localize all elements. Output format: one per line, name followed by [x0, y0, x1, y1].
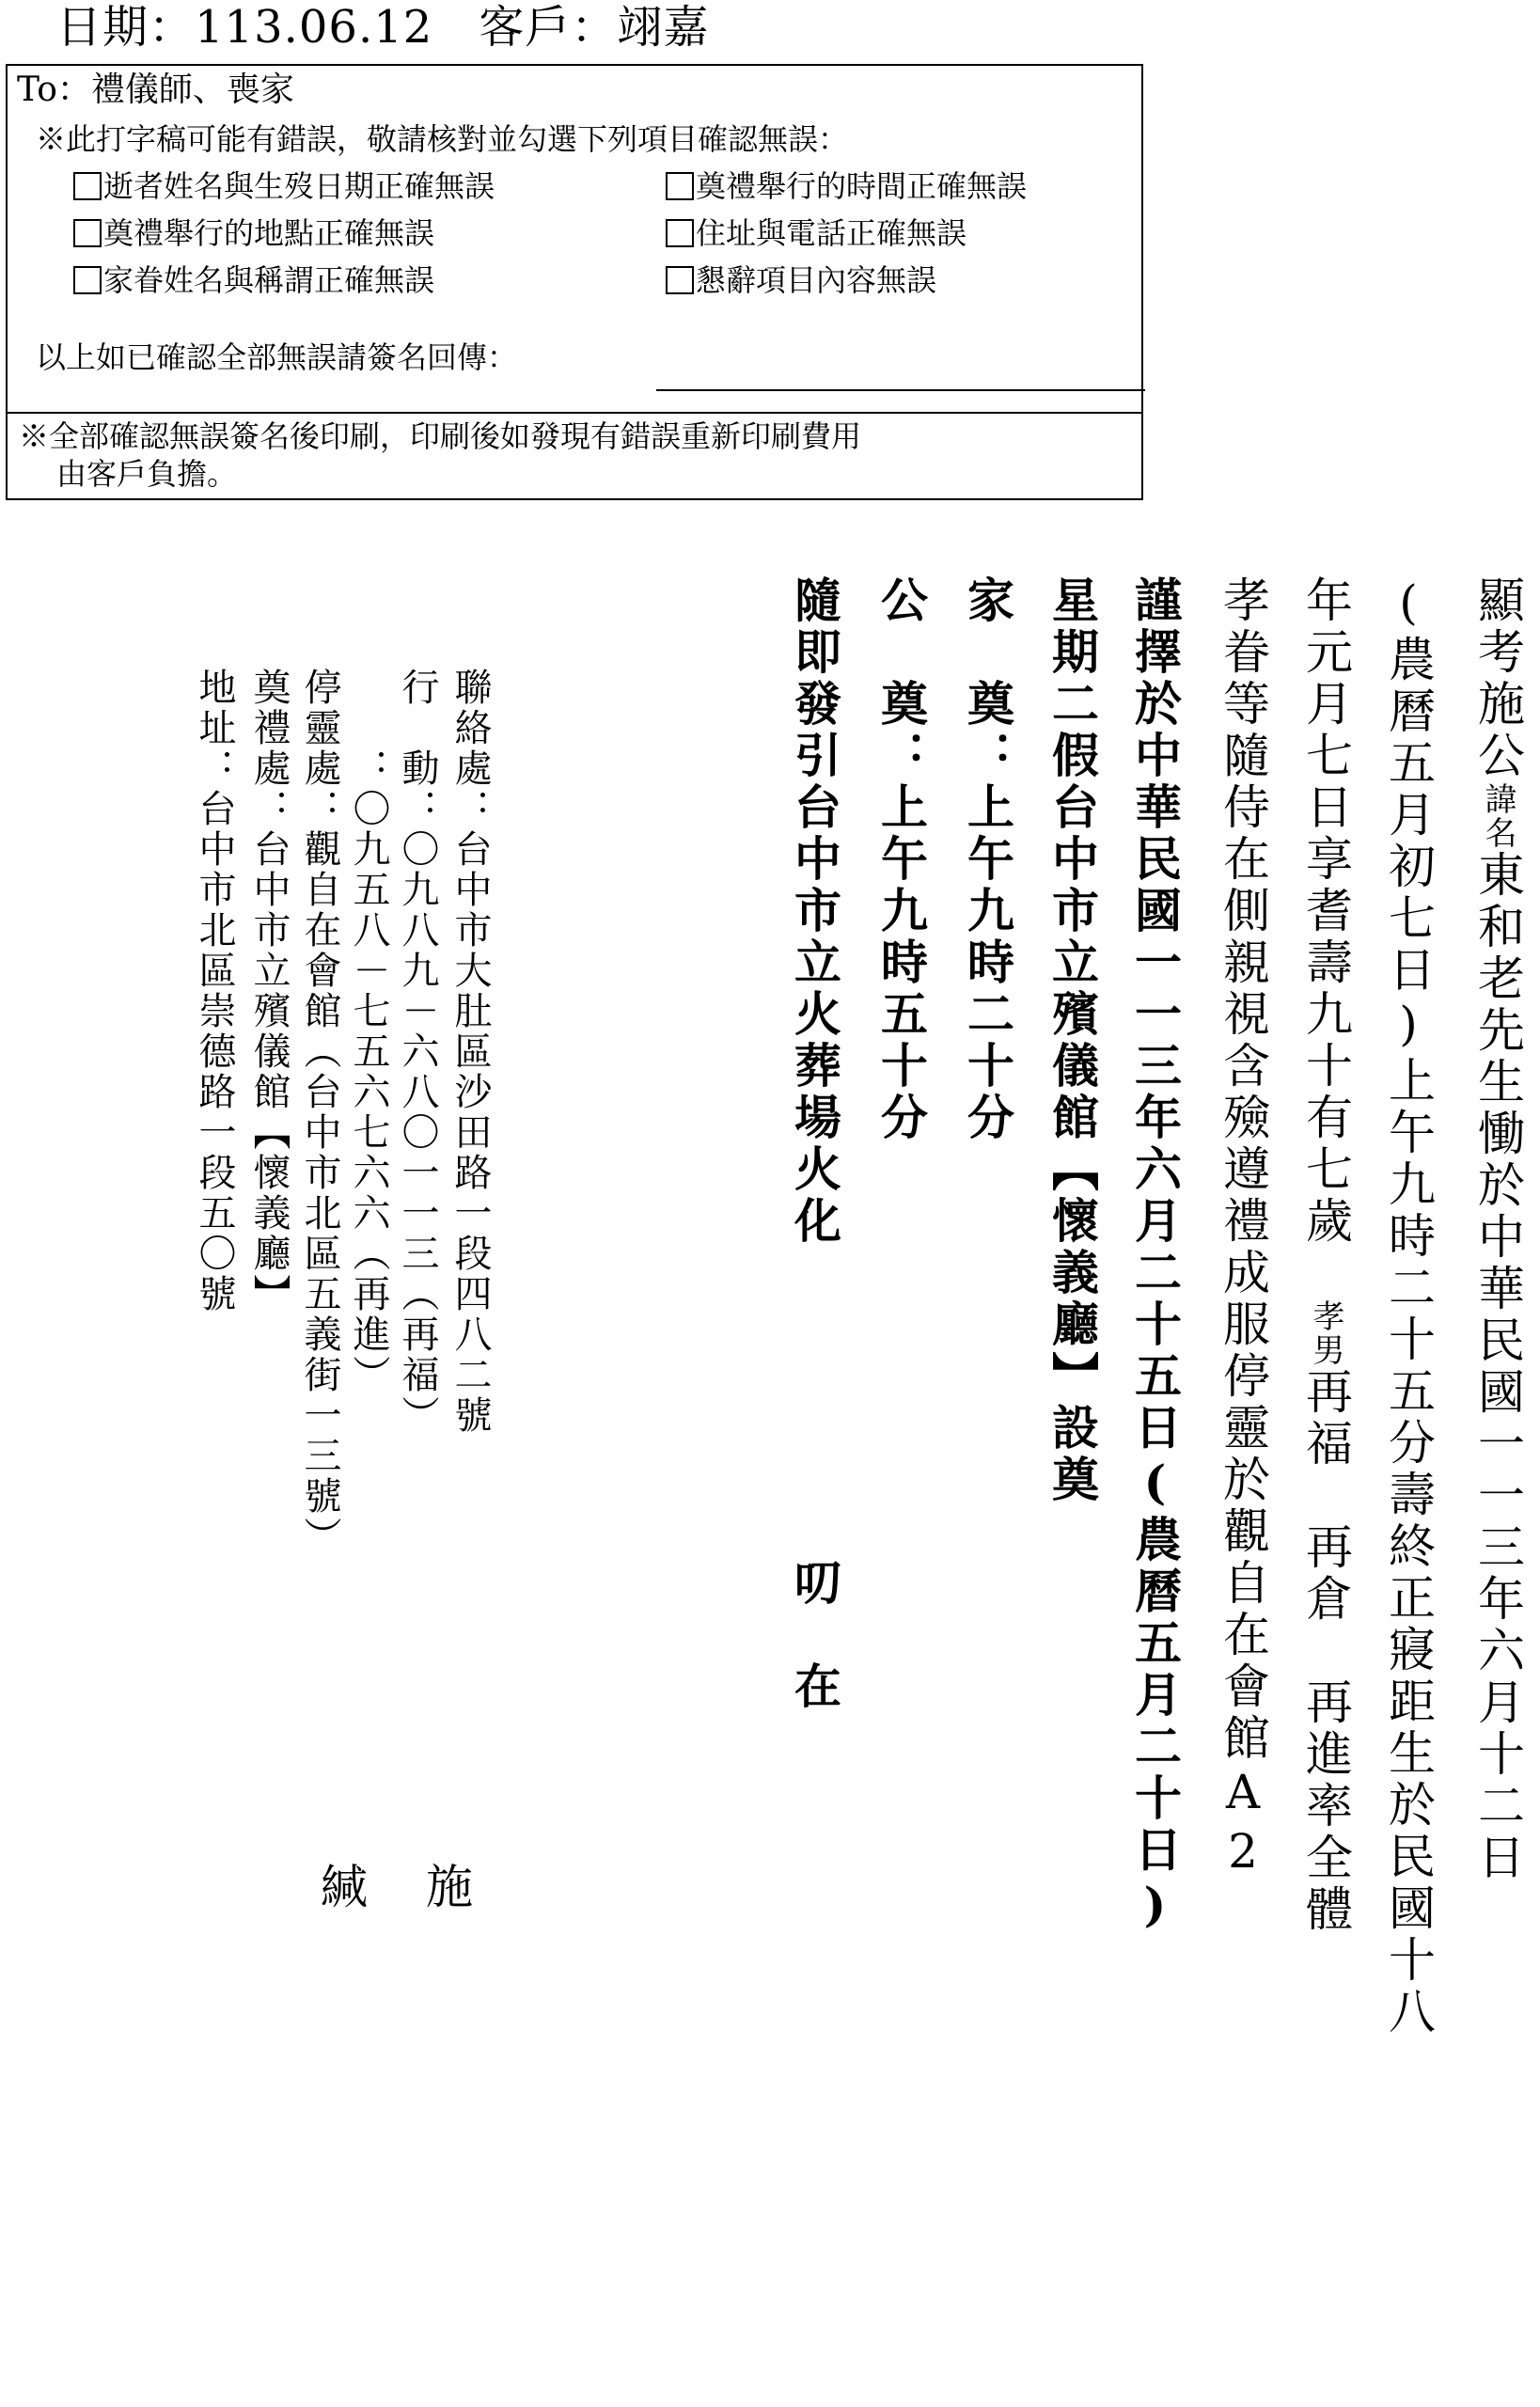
check-item-ceremony-time[interactable]: 奠禮舉行的時間正確無誤: [666, 167, 1027, 205]
notice-column-2: (農曆五月初七日)上午九時二十五分壽終正寢距生於民國十八: [1381, 575, 1436, 2038]
notice-column-3: 年元月七日享耆壽九十有七歲 孝男再福 再倉 再進率全體: [1298, 575, 1353, 1936]
checkbox-icon[interactable]: [73, 219, 102, 247]
notice-column-9: 隨即發引台中市立火葬場火化 叨 在: [787, 575, 842, 1713]
contact-column-3: ：〇九五八－七五六七六六（再進）: [347, 668, 390, 1395]
date-value: 113.06.12: [195, 1, 433, 54]
printing-notice-line-2: 由客戶負擔。: [56, 456, 238, 492]
check-item-ceremony-place[interactable]: 奠禮舉行的地點正確無誤: [73, 214, 434, 252]
check-item-family-names[interactable]: 家眷姓名與稱謂正確無誤: [73, 261, 434, 299]
contact-column-4: 停靈處：觀自在會館（台中市北區五義街一三號）: [298, 668, 341, 1557]
date-label: 日期：: [56, 1, 196, 54]
notice-column-6: 星期二假台中市立殯儀館【懷義廳】設奠: [1045, 575, 1100, 1506]
notice-column-5: 謹擇於中華民國一一三年六月二十五日(農曆五月二十日): [1127, 575, 1183, 1937]
notice-column-1: 顯考施公諱名東和老先生慟於中華民國一一三年六月十二日: [1470, 575, 1525, 1884]
notice-column-7: 家 奠：上午九時二十分: [960, 575, 1015, 1144]
signature-prompt: 以上如已確認全部無誤請簽名回傳：: [36, 339, 518, 375]
contact-column-2: 行 動：〇九八九－六八〇一一三（再福）: [396, 668, 439, 1436]
date-customer-header: [56, 0, 709, 55]
check-item-address-phone[interactable]: 住址與電話正確無誤: [666, 214, 966, 252]
sender-signature: 施 緘: [313, 1862, 473, 1913]
checkbox-icon[interactable]: [666, 266, 694, 294]
customer-label: 客戶：: [479, 1, 618, 54]
customer-value: 翊嘉: [617, 1, 710, 54]
box-divider: [8, 412, 1141, 414]
contact-column-1: 聯絡處：台中市大肚區沙田路一段四八二號: [448, 668, 492, 1436]
notice-column-8: 公 奠：上午九時五十分: [873, 575, 929, 1144]
checkbox-icon[interactable]: [73, 266, 102, 294]
check-item-declined-items[interactable]: 懇辭項目內容無誤: [666, 261, 936, 299]
contact-column-5: 奠禮處：台中市立殯儀館【懷義廳】: [247, 668, 291, 1314]
checkbox-icon[interactable]: [666, 172, 694, 200]
notice-column-4: 孝眷等隨侍在側親視含殮遵禮成服停靈於觀自在會館A2: [1216, 575, 1270, 1883]
contact-column-6: 地址：台中市北區崇德路一段五〇號: [193, 668, 236, 1314]
recipients-line: To：禮儀師、喪家: [17, 71, 294, 109]
printing-notice-line-1: ※全部確認無誤簽名後印刷，印刷後如發現有錯誤重新印刷費用: [19, 418, 862, 454]
proof-confirmation-box: [6, 64, 1143, 500]
printing-notice: [19, 417, 1138, 493]
signature-line[interactable]: [656, 389, 1145, 391]
proof-instruction: ※此打字稿可能有錯誤，敬請核對並勾選下列項目確認無誤：: [36, 121, 849, 157]
check-item-name-dates[interactable]: 逝者姓名與生歿日期正確無誤: [73, 167, 495, 205]
checkbox-icon[interactable]: [73, 172, 102, 200]
checkbox-icon[interactable]: [666, 219, 694, 247]
